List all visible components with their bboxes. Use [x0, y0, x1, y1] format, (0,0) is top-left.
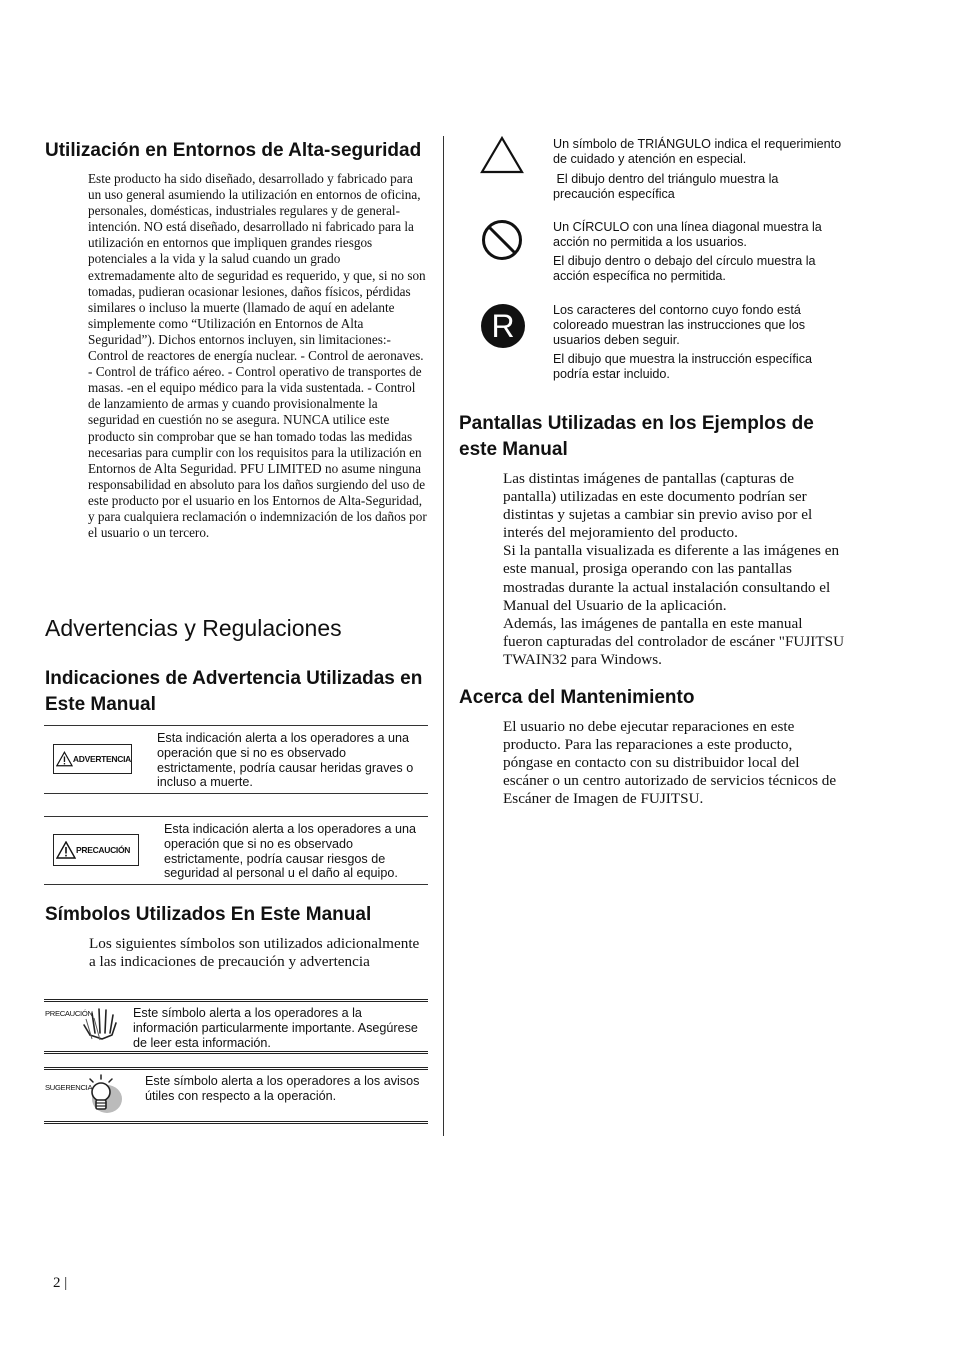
section-title-maintenance: Acerca del Mantenimiento	[459, 687, 695, 708]
double-divider	[44, 1121, 428, 1124]
screens-paragraph-3: Además, las imágenes de pantalla en este manual fueron capturadas del controlador de escáner "FUJITSU TWAIN32 para Windows.	[503, 614, 845, 668]
title-line-2: Este Manual	[45, 694, 156, 715]
caution-label-text: PRECAUCIÓN	[76, 845, 131, 855]
screens-paragraph-1: Las distintas imágenes de pantallas (capturas de pantalla) utilizadas en este documento podrían ser distintas y sujetas a cambiar sin previo aviso por el interés del mejoramiento del producto.	[503, 470, 813, 542]
section-title-symbols: Símbolos Utilizados En Este Manual	[45, 904, 372, 925]
warning-description: Esta indicación alerta a los operadores a una operación que si no es observado estrictamente, podría causar heridas graves o incluso a muerte.	[157, 731, 414, 790]
circle-desc-2: El dibujo dentro o debajo del círculo muestra la acción específica no permitida.	[553, 254, 816, 283]
symbols-intro: Los siguientes símbolos son utilizados adicionalmente a las indicaciones de precaución y advertencia	[89, 935, 420, 971]
screens-paragraph-2: Si la pantalla visualizada es diferente a las imágenes en este manual, prosiga operando con las pantallas mostradas durante la actual instalación consultando el Manual del Usuario de la aplicación.	[503, 542, 840, 614]
page-number-value: 2	[53, 1275, 61, 1291]
caution-icon-description: Este símbolo alerta a los operadores a la información particularmente importante. Asegúrese de leer esta información.	[133, 1006, 418, 1050]
caution-description: Esta indicación alerta a los operadores a una operación que si no es observado estrictamente, podría causar riesgos de seguridad al personal u el daño al equipo.	[164, 822, 417, 881]
triangle-desc-1: Un símbolo de TRIÁNGULO indica el requerimiento de cuidado y atención en especial.	[553, 137, 842, 166]
warning-label	[53, 744, 132, 774]
hint-icon-description: Este símbolo alerta a los operadores a los avisos útiles con respecto a la operación.	[145, 1074, 420, 1103]
caution-label	[53, 834, 139, 866]
warning-label-text: ADVERTENCIA	[72, 754, 131, 764]
hint-icon-label: SUGERENCIA	[45, 1083, 93, 1092]
caution-triangle-icon	[56, 841, 76, 859]
chapter-title: Advertencias y Regulaciones	[45, 615, 342, 641]
prohibition-circle-icon	[480, 218, 524, 262]
divider	[44, 725, 428, 726]
lightbulb-icon	[82, 1073, 124, 1115]
triangle-desc-2: El dibujo dentro del triángulo muestra la precaución específica	[553, 172, 782, 201]
warning-triangle-icon	[56, 750, 73, 768]
triangle-symbol-icon	[479, 135, 525, 175]
section-title-warning-indications	[45, 666, 422, 718]
instruction-filled-circle-icon	[481, 304, 525, 348]
circle-desc-1: Un CÍRCULO con una línea diagonal muestra la acción no permitida a los usuarios.	[553, 220, 822, 249]
filled-desc-2: El dibujo que muestra la instrucción específica podría estar incluido.	[553, 352, 813, 381]
instruction-glyph: R	[491, 307, 515, 344]
divider	[44, 884, 428, 885]
caution-hand-icon	[82, 1005, 122, 1043]
double-divider	[44, 1051, 428, 1054]
screens-body	[503, 470, 845, 669]
column-divider	[443, 136, 444, 1136]
divider	[44, 816, 428, 817]
title-line-1: Indicaciones de Advertencia Utilizadas en	[45, 668, 423, 689]
filled-desc-1: Los caracteres del contorno cuyo fondo está coloreado muestran las instrucciones que los usuarios deben seguir.	[553, 303, 806, 347]
double-divider	[44, 999, 428, 1002]
section-title-screens	[459, 411, 814, 463]
high-security-body: Este producto ha sido diseñado, desarrollado y fabricado para un uso general asumiendo la utilización en entornos de oficina, personales, domésticas, industriales regulares y de general-intención. NO está diseñado, desarrollado ni fabricado para la utilización en entornos que impliquen grandes riesgos potenciales a la vida y la salud cuando un grado extremadamente alto de seguridad es requerido, y que, si no son tomadas, pudieran ocasionar lesiones, daños físicos, pérdidas similares o incluso la muerte (llamado de aquí en adelante simplemente como “Utilización en Entornos de Alta Seguridad”). Dichos entornos incluyen, sin limitaciones:- Control de reactores de energía nuclear. - Control de aeronaves. - Control de tráfico aéreo. - Control operativo de transportes de masas. -en el equipo médico para la vida sustentada. - Control de lanzamiento de armas y cuando provisionalmente la seguridad en cuestión no se asegura. NUNCA utilice este producto sin comprobar que se han tomado todas las medidas necesarias para cumplir con los requisitos para la utilización en Entornos de Alta Seguridad. PFU LIMITED no asume ninguna responsabilidad en absoluto para los daños surgiendo del uso de este producto por el usuario en los Entornos de Alta-Seguridad, y para cualquiera reclamación o indemnización de los daños por el usuario o un tercero.	[88, 171, 427, 541]
divider	[44, 793, 428, 794]
maintenance-body: El usuario no debe ejecutar reparaciones en este producto. Para las reparaciones a este producto, póngase en contacto con su distribuidor local del escáner o un centro autorizado de servicios técnicos de Escáner de Imagen de FUJITSU.	[503, 718, 837, 808]
title-line-1: Pantallas Utilizadas en los Ejemplos de	[459, 413, 814, 434]
section-title-high-security: Utilización en Entornos de Alta-seguridad	[45, 140, 422, 161]
caution-icon-label: PRECAUCIÓN	[45, 1009, 93, 1018]
double-divider	[44, 1067, 428, 1070]
title-line-2: este Manual	[459, 439, 568, 460]
page-number: 2 |	[53, 1275, 68, 1291]
